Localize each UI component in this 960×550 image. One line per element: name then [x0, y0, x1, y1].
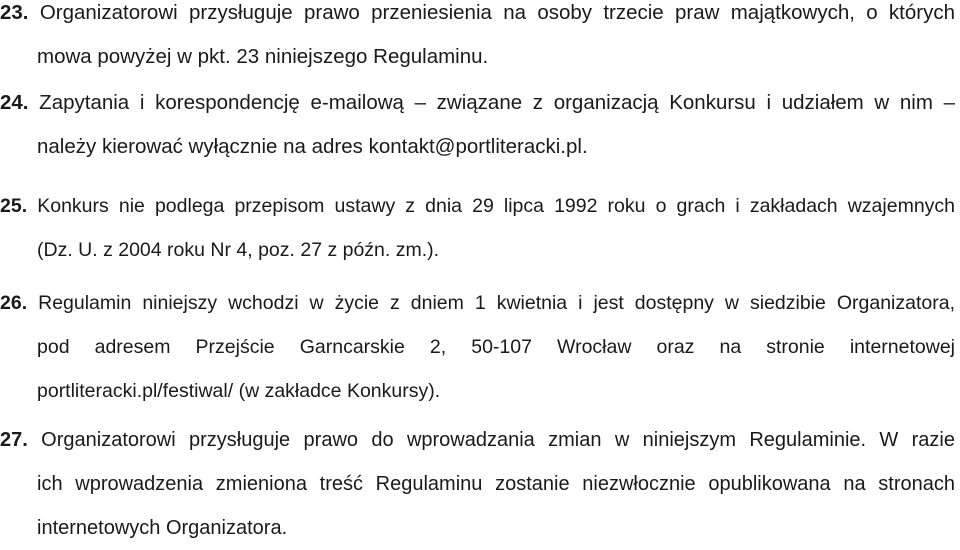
- paragraph-line: [0, 228, 955, 272]
- paragraph-text: Organizatorowi przysługuje prawo do wprowadzania zmian w niniejszym Regulaminie. W razie: [41, 429, 955, 451]
- paragraph-line: [0, 418, 955, 462]
- paragraph-text: portliteracki.pl/festiwal/ (w zakładce Konkursy).: [37, 380, 441, 402]
- paragraph-number: 27.: [0, 429, 28, 451]
- paragraph-line: [0, 281, 955, 325]
- paragraph-25: [0, 184, 955, 272]
- paragraph-line: [0, 0, 955, 35]
- paragraph-text: ich wprowadzenia zmieniona treść Regulaminu zostanie niezwłocznie opublikowana na stronach: [37, 473, 955, 495]
- paragraph-text: Zapytania i korespondencję e-mailową – związane z organizacją Konkursu i udziałem w nim –: [39, 91, 955, 114]
- paragraph-line: [0, 506, 955, 550]
- paragraph-text: Regulamin niniejszy wchodzi w życie z dniem 1 kwietnia i jest dostępny w siedzibie Organizatora,: [38, 292, 955, 314]
- paragraph-line: [0, 35, 955, 79]
- paragraph-text: mowa powyżej w pkt. 23 niniejszego Regulaminu.: [37, 45, 489, 68]
- paragraph-number: 24.: [0, 91, 29, 114]
- paragraph-text: należy kierować wyłącznie na adres kontakt@portliteracki.pl.: [37, 135, 588, 158]
- paragraph-line: [0, 81, 955, 125]
- paragraph-text: Konkurs nie podlega przepisom ustawy z dnia 29 lipca 1992 roku o grach i zakładach wzajemnych: [37, 195, 956, 217]
- paragraph-line: [0, 184, 955, 228]
- paragraph-line: [0, 325, 955, 369]
- paragraph-text: internetowych Organizatora.: [37, 517, 288, 539]
- paragraph-27: [0, 418, 955, 550]
- paragraph-line: [0, 369, 955, 413]
- paragraph-number: 25.: [0, 195, 28, 217]
- paragraph-26: [0, 281, 955, 413]
- paragraph-text: Organizatorowi przysługuje prawo przeniesienia na osoby trzecie praw majątkowych, o których: [39, 1, 955, 24]
- paragraph-number: 26.: [0, 292, 28, 314]
- paragraph-number: 23.: [0, 1, 29, 24]
- paragraph-24: [0, 81, 955, 169]
- paragraph-23: [0, 0, 955, 79]
- paragraph-text: pod adresem Przejście Garncarskie 2, 50-107 Wrocław oraz na stronie internetowej: [37, 336, 955, 358]
- paragraph-text: (Dz. U. z 2004 roku Nr 4, poz. 27 z późn. zm.).: [37, 239, 440, 261]
- paragraph-line: [0, 462, 955, 506]
- paragraph-line: [0, 125, 955, 169]
